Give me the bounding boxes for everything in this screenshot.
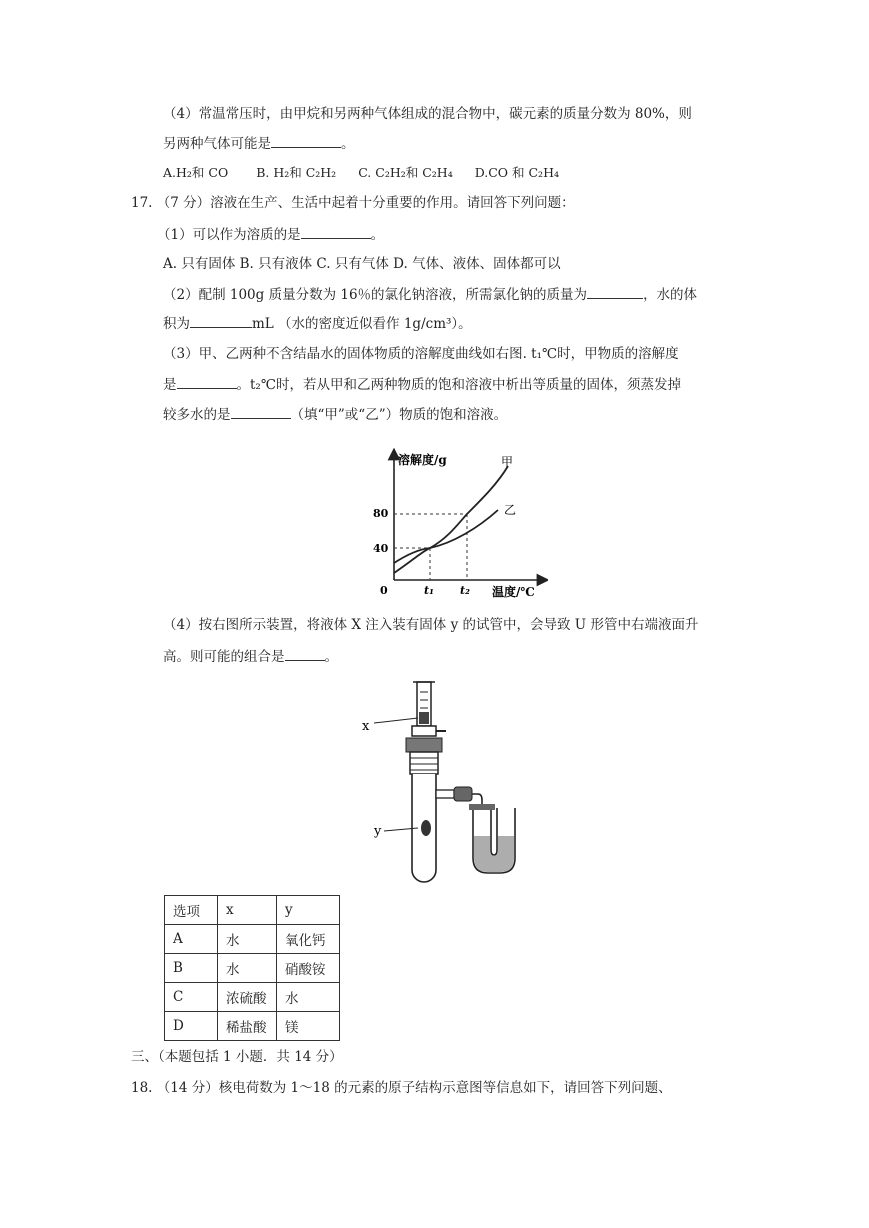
table-cell: 镁 [277,1012,340,1041]
option-c: C. C₂H₂和 C₂H₄ [358,165,453,180]
q17-part2-line2 [163,313,472,334]
q17-part3-line3 [163,404,507,425]
table-cell: 水 [218,925,277,954]
q17-part3-line1: （3）甲、乙两种不含结晶水的固体物质的溶解度曲线如右图. t₁℃时，甲物质的溶解度 [163,346,679,362]
period: 。 [370,227,385,243]
q17-part4-line1: （4）按右图所示装置，将液体 X 注入装有固体 y 的试管中，会导致 U 形管中右端液面升 [163,617,699,633]
y-axis-label: 溶解度/g [398,453,447,467]
table-header-cell: y [277,896,340,925]
q17-part2-text-d: mL （水的密度近似看作 1g/cm³）。 [252,316,472,332]
solubility-chart [358,448,548,603]
label-y: y [374,824,382,839]
table-cell: D [165,1012,218,1041]
x-tick-t1: t₁ [424,584,434,597]
q16-4-options [163,163,559,183]
y-tick-80: 80 [373,507,389,520]
table-cell: 稀盐酸 [218,1012,277,1041]
q17-part4-text-b: 高。则可能的组合是 [163,649,285,665]
origin-label: 0 [380,584,388,597]
series-jia-label: 甲 [501,455,514,469]
table-row [165,1012,340,1041]
table-cell: 硝酸铵 [277,954,340,983]
q17-part4-line2 [163,646,338,667]
q17-part3-line2 [163,374,681,395]
q17-part2-text-c: 积为 [163,316,190,332]
q17-part2-text-b: ，水的体 [643,287,698,303]
options-table [164,895,340,1041]
table-cell: 水 [277,983,340,1012]
q17-part3-text-d: 较多水的是 [163,407,231,423]
apparatus-diagram [360,678,530,890]
rubber-stopper [406,738,442,752]
side-tube [436,790,454,798]
q16-4-text: 另两种气体可能是 [163,136,271,152]
x-tick-t2: t₂ [460,584,470,597]
y-tick-40: 40 [373,542,389,555]
q17-part2-line1 [163,284,697,305]
q16-4-line2 [163,133,355,154]
table-header-cell: 选项 [165,896,218,925]
answer-blank[interactable] [587,284,643,299]
x-axis-label: 温度/℃ [492,585,535,599]
series-jia-curve [394,466,508,573]
option-b: B. H₂和 C₂H₂ [256,165,337,180]
period: 。 [324,649,338,665]
section3-header: 三、（本题包括 1 小题．共 14 分） [131,1049,343,1065]
table-header-cell: x [218,896,277,925]
table-cell: 氧化钙 [277,925,340,954]
answer-blank[interactable] [177,374,237,389]
option-a: A.H₂和 CO [163,165,229,180]
solid-y [421,820,431,836]
q17-header: 17. （7 分）溶液在生产、生活中起着十分重要的作用。请回答下列问题： [131,195,575,211]
answer-blank[interactable] [271,133,341,148]
table-cell: 水 [218,954,277,983]
table-row [165,954,340,983]
series-yi-label: 乙 [504,503,517,517]
q17-part1-text: （1）可以作为溶质的是 [157,227,301,243]
q17-part1-options: A. 只有固体 B. 只有液体 C. 只有气体 D. 气体、液体、固体都可以 [163,256,561,272]
answer-blank[interactable] [190,313,252,328]
table-header-row [165,896,340,925]
q17-part2-text-a: （2）配制 100g 质量分数为 16％的氯化钠溶液，所需氯化钠的质量为 [163,287,588,303]
answer-blank[interactable] [285,646,325,661]
answer-blank[interactable] [301,224,371,239]
table-cell: A [165,925,218,954]
table-row [165,983,340,1012]
answer-blank[interactable] [231,404,291,419]
q17-part3-text-e: （填“甲”或“乙”）物质的饱和溶液。 [290,407,508,423]
table-cell: 浓硫酸 [218,983,277,1012]
period: 。 [341,136,355,152]
q17-part1 [157,224,384,245]
q18-header: 18. （14 分）核电荷数为 1～18 的元素的原子结构示意图等信息如下，请回答下列问题、 [131,1080,672,1096]
table-row [165,925,340,954]
label-x: x [362,719,370,734]
q17-part3-text-b: 是 [163,377,177,393]
table-cell: C [165,983,218,1012]
option-d: D.CO 和 C₂H₄ [474,165,559,180]
q16-4-line1: （4）常温常压时，由甲烷和另两种气体组成的混合物中，碳元素的质量分数为 80%，则 [163,106,692,122]
stopcock [412,726,436,736]
table-cell: B [165,954,218,983]
u-tube-liquid [474,836,514,872]
q17-part3-text-c: 。t₂℃时，若从甲和乙两种物质的饱和溶液中析出等质量的固体，须蒸发掉 [236,377,681,393]
